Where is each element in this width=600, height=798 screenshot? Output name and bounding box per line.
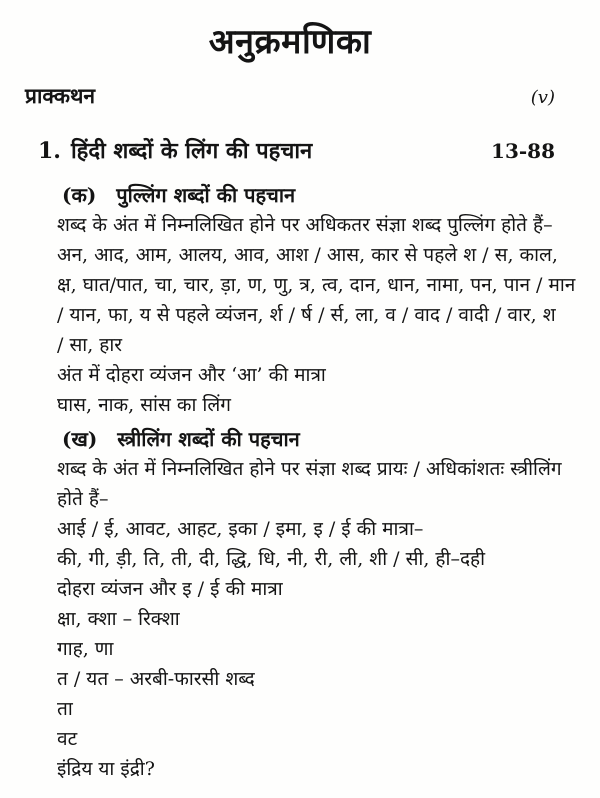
toc-line: क्ष, घात/पात, चा, चार, ड़ा, ण, णु, त्र, त्व, दान, धान, नामा, पन, पान / मान: [57, 274, 576, 296]
preface-entry: [25, 82, 555, 112]
toc-line: आई / ई, आवट, आहट, इका / इमा, इ / ई की मात्रा–: [57, 518, 424, 540]
preface-page-number: (v): [530, 87, 555, 108]
page-title: अनुक्रमणिका: [208, 22, 372, 62]
toc-line: दोहरा व्यंजन और इ / ई की मात्रा: [57, 578, 283, 600]
toc-line: होते हैं–: [57, 488, 109, 510]
section-heading-text: पुल्लिंग शब्दों की पहचान: [116, 183, 296, 207]
toc-line: की, गी, ड़ी, ति, ती, दी, द्धि, धि, नी, री, ली, शी / सी, ही–दही: [57, 548, 486, 570]
chapter-entry: [25, 136, 555, 166]
toc-line: त / यत – अरबी-फारसी शब्द: [57, 668, 255, 690]
toc-line: घास, नाक, सांस का लिंग: [57, 394, 231, 416]
toc-line: / यान, फा, य से पहले व्यंजन, र्श / र्ष / र्स, ला, व / वाद / वादी / वार, श: [57, 304, 556, 326]
section-marker: (ख): [62, 427, 98, 451]
toc-line: ता: [57, 698, 73, 720]
chapter-number: 1.: [38, 138, 61, 164]
chapter-title-group: [38, 136, 312, 166]
toc-line: / सा, हार: [57, 334, 123, 356]
toc-line: वट: [57, 728, 78, 750]
toc-line: क्षा, क्शा – रिक्शा: [57, 608, 180, 630]
chapter-page-range: 13-88: [491, 139, 555, 163]
chapter-title: हिंदी शब्दों के लिंग की पहचान: [70, 138, 313, 164]
toc-line: अंत में दोहरा व्यंजन और ‘आ’ की मात्रा: [57, 364, 326, 386]
toc-line: गाह, णा: [57, 638, 114, 660]
section-marker: (क): [62, 183, 97, 207]
section-heading-row: [25, 180, 555, 210]
toc-line: इंद्रिय या इंद्री?: [57, 758, 155, 780]
section-heading-text: स्त्रीलिंग शब्दों की पहचान: [117, 427, 300, 451]
section-feminine: [25, 424, 562, 784]
toc-line: शब्द के अंत में निम्नलिखित होने पर संज्ञा शब्द प्रायः / अधिकांशतः स्त्रीलिंग: [57, 458, 562, 480]
section-masculine: [25, 180, 576, 420]
toc-line: शब्द के अंत में निम्नलिखित होने पर अधिकतर संज्ञा शब्द पुल्लिंग होते हैं–: [57, 214, 553, 236]
preface-label: प्राक्कथन: [25, 83, 96, 108]
section-heading-row: [25, 424, 555, 454]
toc-line: अन, आद, आम, आलय, आव, आश / आस, कार से पहले श / स, काल,: [57, 244, 558, 266]
